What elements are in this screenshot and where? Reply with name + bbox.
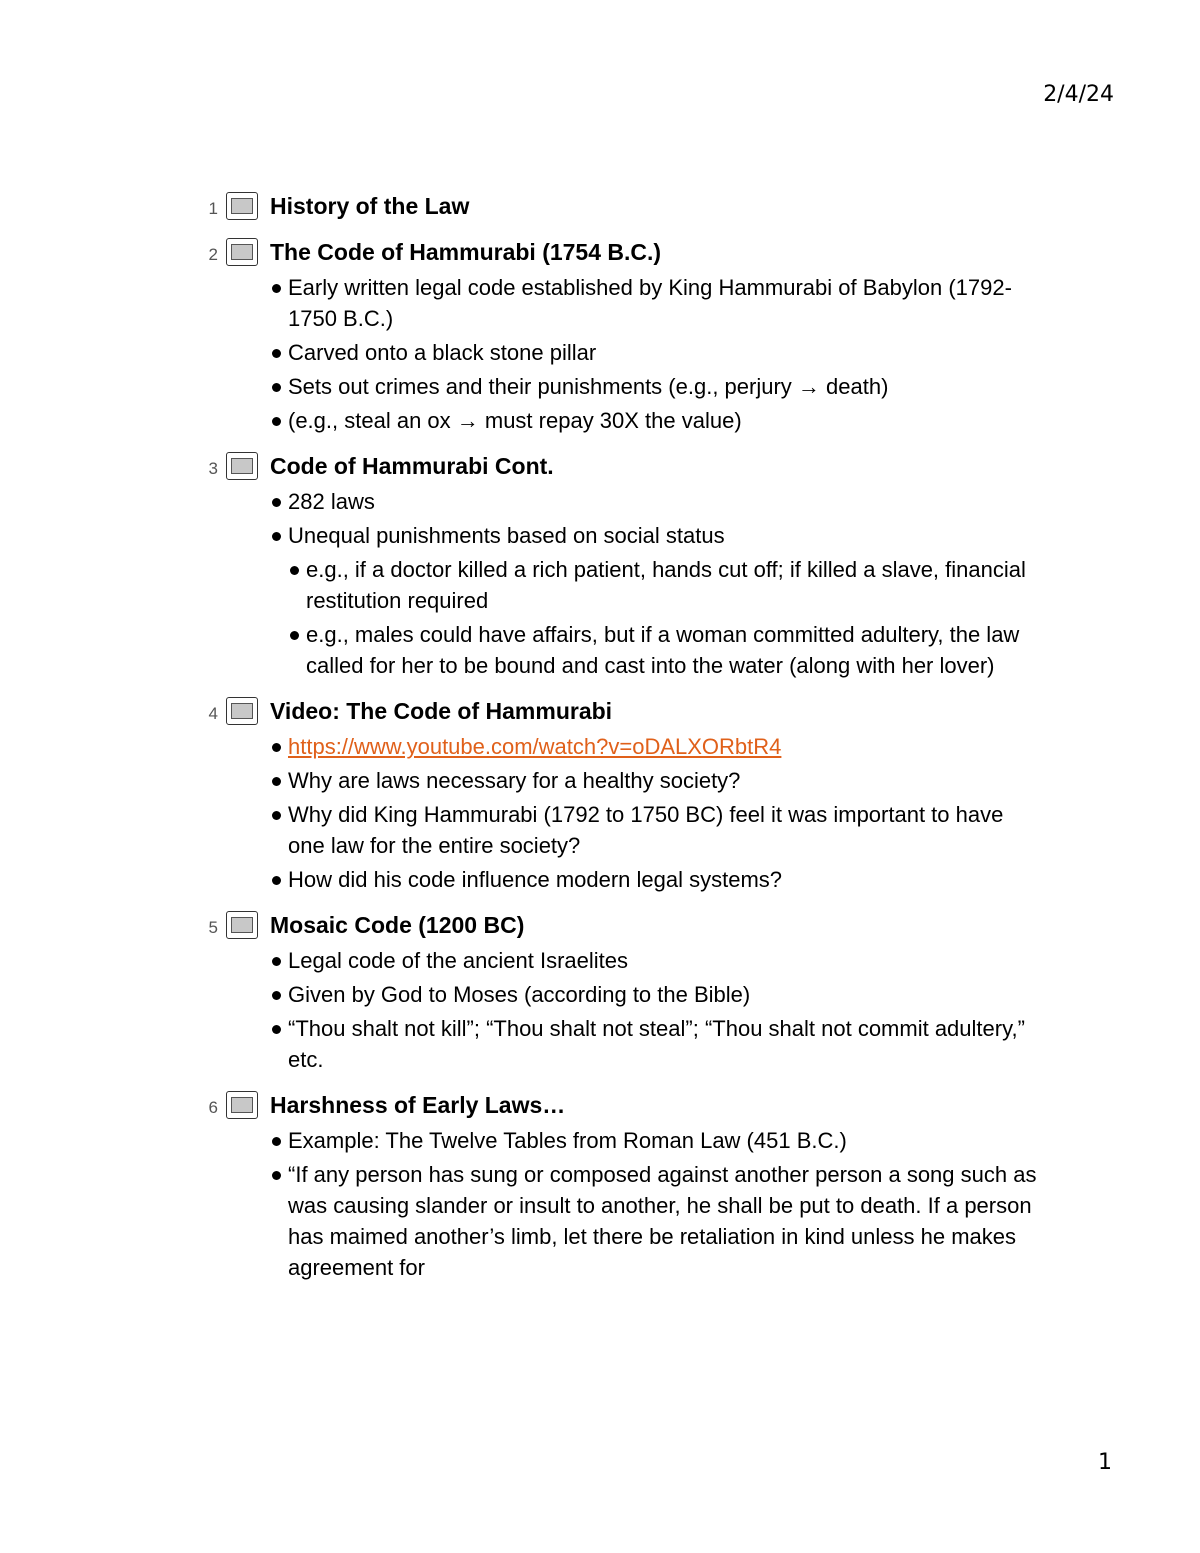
- slide-number: 2: [208, 245, 218, 264]
- slide-title: Code of Hammurabi Cont.: [270, 452, 554, 479]
- sub-bullet-item: e.g., males could have affairs, but if a woman committed adultery, the law called for her to be bound and cast into the water (along with her lover): [288, 619, 1040, 681]
- bullet-item: Unequal punishments based on social status: [270, 520, 1040, 551]
- bullet-list: [270, 731, 1040, 895]
- slide-header: [200, 695, 1040, 727]
- slide-2: [200, 236, 1040, 436]
- slide-header: [200, 236, 1040, 268]
- sub-bullet-item: e.g., if a doctor killed a rich patient, hands cut off; if killed a slave, financial restitution required: [288, 554, 1040, 616]
- slide-header: [200, 190, 1040, 222]
- slide-title: History of the Law: [270, 192, 470, 219]
- bullet-item: Carved onto a black stone pillar: [270, 337, 1040, 368]
- bullet-item: Why did King Hammurabi (1792 to 1750 BC) feel it was important to have one law for the entire society?: [270, 799, 1040, 861]
- slide-outline: [200, 190, 1040, 1297]
- slide-number: 3: [208, 459, 218, 478]
- bullet-item: “Thou shalt not kill”; “Thou shalt not steal”; “Thou shalt not commit adultery,” etc.: [270, 1013, 1040, 1075]
- bullet-item: “If any person has sung or composed against another person a song such as was causing slander or insult to another, he shall be put to death. If a person has maimed another’s limb, let there be retaliation in kind unless he makes agreement for: [270, 1159, 1040, 1283]
- slide-number: 5: [208, 918, 218, 937]
- slide-6: [200, 1089, 1040, 1283]
- bullet-item: Sets out crimes and their punishments (e.g., perjury → death): [270, 371, 1040, 402]
- slide-thumbnail-icon: [226, 192, 258, 220]
- bullet-list: [270, 1125, 1040, 1283]
- bullet-item: Given by God to Moses (according to the Bible): [270, 979, 1040, 1010]
- sub-bullet-list: [288, 554, 1040, 681]
- slide-3: [200, 450, 1040, 681]
- bullet-item: Early written legal code established by King Hammurabi of Babylon (1792-1750 B.C.): [270, 272, 1040, 334]
- slide-5: [200, 909, 1040, 1075]
- slide-thumbnail-icon: [226, 1091, 258, 1119]
- video-link[interactable]: https://www.youtube.com/watch?v=oDALXORbtR4: [288, 734, 782, 759]
- sub-bullet-container: [270, 554, 1040, 681]
- slide-title: Mosaic Code (1200 BC): [270, 911, 525, 938]
- bullet-list: [270, 272, 1040, 436]
- slide-4: [200, 695, 1040, 895]
- slide-thumbnail-icon: [226, 697, 258, 725]
- bullet-item: Legal code of the ancient Israelites: [270, 945, 1040, 976]
- slide-number: 6: [208, 1098, 218, 1117]
- bullet-item: Why are laws necessary for a healthy society?: [270, 765, 1040, 796]
- bullet-item: How did his code influence modern legal systems?: [270, 864, 1040, 895]
- page-number: 1: [1098, 1450, 1112, 1475]
- slide-title: Harshness of Early Laws…: [270, 1091, 566, 1118]
- bullet-item: [270, 731, 1040, 762]
- slide-header: [200, 909, 1040, 941]
- bullet-item: 282 laws: [270, 486, 1040, 517]
- slide-header: [200, 450, 1040, 482]
- slide-1: [200, 190, 1040, 222]
- bullet-item: Example: The Twelve Tables from Roman Law (451 B.C.): [270, 1125, 1040, 1156]
- slide-title: The Code of Hammurabi (1754 B.C.): [270, 238, 662, 265]
- slide-header: [200, 1089, 1040, 1121]
- slide-number: 4: [208, 704, 218, 723]
- slide-title: Video: The Code of Hammurabi: [270, 697, 613, 724]
- bullet-list: [270, 945, 1040, 1075]
- bullet-item: (e.g., steal an ox → must repay 30X the value): [270, 405, 1040, 436]
- slide-thumbnail-icon: [226, 911, 258, 939]
- page-date: 2/4/24: [1043, 82, 1114, 107]
- slide-thumbnail-icon: [226, 452, 258, 480]
- slide-thumbnail-icon: [226, 238, 258, 266]
- slide-number: 1: [208, 199, 218, 218]
- bullet-list: [270, 486, 1040, 681]
